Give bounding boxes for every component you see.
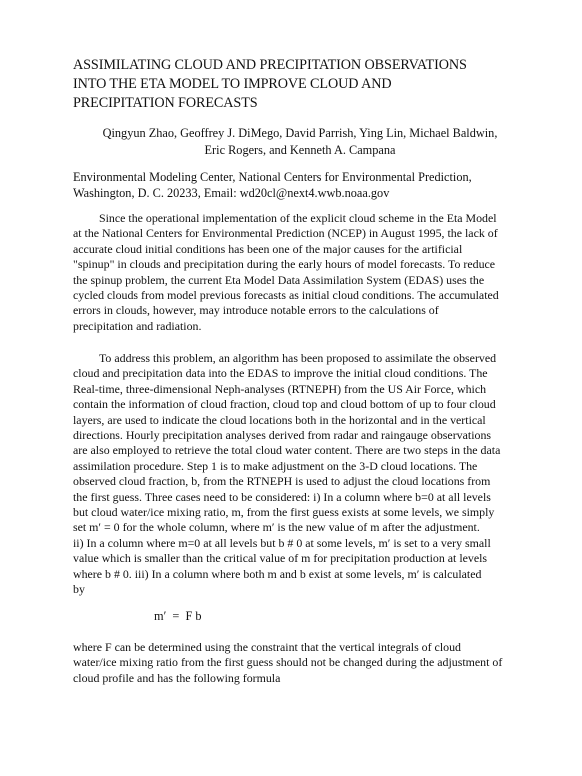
paragraph-line: but cloud water/ice mixing ratio, m, from the first guess exists at some levels, we simply	[73, 505, 495, 520]
paragraph-line: Real-time, three-dimensional Neph-analyses (RTNEPH) from the US Air Force, which	[73, 381, 487, 396]
paragraph-line: To address this problem, an algorithm has been proposed to assimilate the observed	[99, 351, 497, 365]
paragraph-intro	[73, 211, 545, 334]
paragraph-line: assimilation procedure. Step 1 is to make adjustment on the 3-D cloud locations. The	[73, 458, 478, 473]
paragraph-line: the spinup problem, the current Eta Model Data Assimilation System (EDAS) uses the	[73, 272, 485, 287]
paragraph-line: cycled clouds from model previous forecasts as initial cloud conditions. The accumulated	[73, 288, 499, 303]
paragraph-line: at the National Centers for Environmental Prediction (NCEP) in August 1995, the lack of	[73, 226, 498, 241]
paragraph-line: "spinup" in clouds and precipitation during the early hours of model forecasts. To reduce	[73, 257, 496, 272]
paragraph-line: where F can be determined using the constraint that the vertical integrals of cloud	[73, 640, 461, 654]
author-list	[60, 125, 540, 159]
title-line: PRECIPITATION FORECASTS	[73, 95, 258, 111]
paragraph-method	[73, 351, 545, 598]
paragraph-line: observed cloud fraction, b, from the RTNEPH is used to adjust the cloud locations from	[73, 474, 491, 489]
paragraph-line: contain the information of cloud fraction, cloud top and cloud bottom of up to four cloud	[73, 397, 496, 412]
paragraph-line: set m′ = 0 for the whole column, where m′ is the new value of m after the adjustment.	[73, 520, 480, 535]
paragraph-line: directions. Hourly precipitation analyses derived from radar and raingauge observations	[73, 428, 492, 443]
paragraph-line: precipitation and radiation.	[73, 318, 202, 333]
paragraph-line: value which is smaller than the critical value of m for precipitation production at levels	[73, 551, 488, 566]
paragraph-line: accurate cloud initial conditions has been one of the major causes for the artificial	[73, 241, 463, 256]
affiliation-line: Washington, D. C. 20233, Email: wd20cl@next4.wwb.noaa.gov	[73, 186, 390, 200]
affiliation-line: Environmental Modeling Center, National Centers for Environmental Prediction,	[73, 170, 472, 184]
equation: m′ = F b	[154, 609, 202, 623]
authors-line: Qingyun Zhao, Geoffrey J. DiMego, David Parrish, Ying Lin, Michael Baldwin,	[102, 126, 498, 140]
paragraph-line: the first guess. Three cases need to be considered: i) In a column where b=0 at all levels	[73, 489, 491, 504]
authors-line: Eric Rogers, and Kenneth A. Campana	[204, 143, 396, 157]
paragraph-formula-intro	[73, 640, 545, 686]
paragraph-line: cloud and precipitation data into the EDAS to improve the initial cloud conditions. The	[73, 366, 488, 381]
title-line: ASSIMILATING CLOUD AND PRECIPITATION OBSERVATIONS	[73, 57, 467, 73]
paragraph-line: ii) In a column where m=0 at all levels but b # 0 at some levels, m′ is set to a very small	[73, 535, 491, 550]
paragraph-line: cloud profile and has the following formula	[73, 670, 281, 685]
paragraph-line: Since the operational implementation of the explicit cloud scheme in the Eta Model	[99, 211, 497, 225]
paragraph-line: errors in clouds, however, may introduce notable errors to the calculations of	[73, 303, 439, 318]
title-line: INTO THE ETA MODEL TO IMPROVE CLOUD AND	[73, 76, 392, 92]
paragraph-line: layers, are used to indicate the cloud locations both in the horizontal and in the vertical	[73, 412, 486, 427]
paragraph-line: water/ice mixing ratio from the first guess should not be changed during the adjustment of	[73, 655, 503, 670]
paragraph-line: are also employed to retrieve the total cloud water content. There are two steps in the data	[73, 443, 501, 458]
paper-title	[73, 56, 533, 113]
paragraph-line: where b # 0. iii) In a column where both m and b exist at some levels, m′ is calculated	[73, 566, 482, 581]
affiliation	[73, 169, 543, 201]
paragraph-line: by	[73, 582, 85, 597]
